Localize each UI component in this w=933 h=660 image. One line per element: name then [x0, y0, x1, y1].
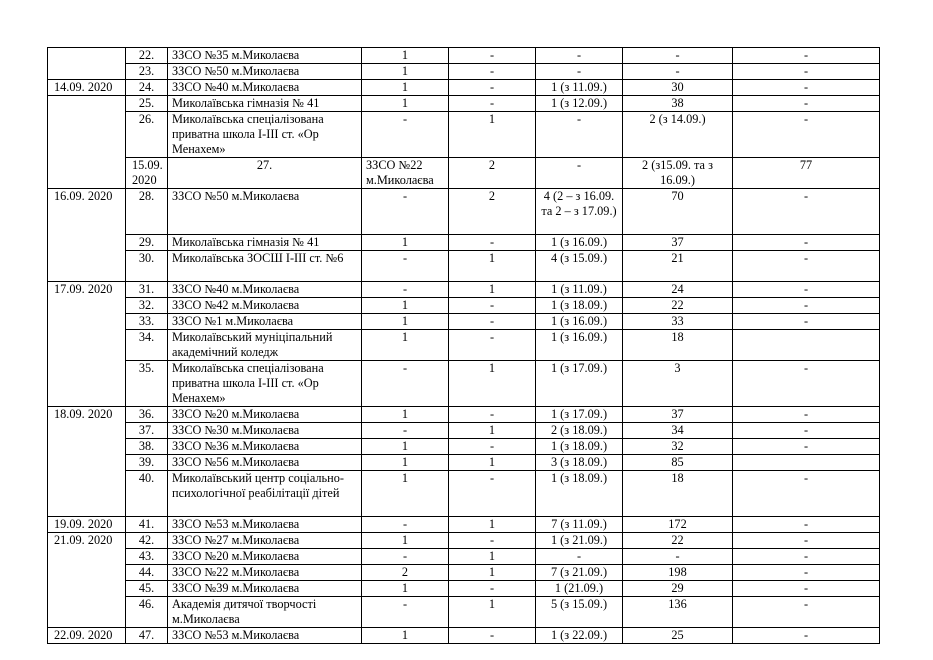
row-number: 44.: [126, 565, 168, 581]
institution-name: ЗЗСО №40 м.Миколаєва: [168, 80, 362, 96]
institution-name: ЗЗСО №42 м.Миколаєва: [168, 298, 362, 314]
institution-name: ЗЗСО №20 м.Миколаєва: [168, 407, 362, 423]
table-row: [48, 158, 880, 189]
col-5-value: 1 (з 18.09.): [536, 439, 623, 455]
table-row: [48, 251, 880, 282]
institution-name: ЗЗСО №40 м.Миколаєва: [168, 282, 362, 298]
row-number: 22.: [126, 48, 168, 64]
table-row: [48, 517, 880, 533]
col-5-value: 1 (з 11.09.): [536, 80, 623, 96]
table-row: [48, 533, 880, 549]
col-6-value: 70: [623, 189, 733, 235]
row-number: 40.: [126, 471, 168, 517]
col-6-value: 29: [623, 581, 733, 597]
col-5-value: -: [536, 112, 623, 158]
col-6-value: 32: [623, 439, 733, 455]
row-number: 42.: [126, 533, 168, 549]
row-number: 47.: [126, 628, 168, 644]
col-4-value: 1: [449, 455, 536, 471]
col-3-value: -: [362, 361, 449, 407]
col-7-value: [733, 455, 880, 471]
row-number: 39.: [126, 455, 168, 471]
institution-name: ЗЗСО №53 м.Миколаєва: [168, 628, 362, 644]
col-5-value: 1 (з 16.09.): [536, 235, 623, 251]
row-number: 23.: [126, 64, 168, 80]
col-7-value: -: [733, 298, 880, 314]
date-cell: 19.09. 2020: [48, 517, 126, 533]
institution-name: ЗЗСО №36 м.Миколаєва: [168, 439, 362, 455]
col-4-value: 1: [449, 565, 536, 581]
col-6-value: 34: [623, 423, 733, 439]
col-5-value: 1 (з 16.09.): [536, 330, 623, 361]
institution-name: Миколаївська гімназія № 41: [168, 96, 362, 112]
col-4-value: -: [449, 439, 536, 455]
table-row: [48, 471, 880, 517]
col-3-value: 1: [362, 80, 449, 96]
col-4-value: 1: [449, 423, 536, 439]
col-6-value: 21: [623, 251, 733, 282]
institution-name: Миколаївська спеціалізована приватна школа І-ІІІ ст. «Ор Менахем»: [168, 112, 362, 158]
col-7-value: -: [733, 189, 880, 235]
institution-name: ЗЗСО №20 м.Миколаєва: [168, 549, 362, 565]
col-3-value: -: [362, 423, 449, 439]
col-7-value: -: [733, 80, 880, 96]
col-5-value: 1 (з 21.09.): [536, 533, 623, 549]
col-7-value: -: [733, 597, 880, 628]
col-3-value: -: [362, 282, 449, 298]
table-row: [48, 314, 880, 330]
date-cell: [48, 96, 126, 189]
col-6-value: 22: [623, 298, 733, 314]
date-cell: 18.09. 2020: [48, 407, 126, 517]
col-7-value: -: [733, 517, 880, 533]
institution-name: Миколаївський муніціпальний академічний коледж: [168, 330, 362, 361]
table-row: [48, 298, 880, 314]
col-3-value: 1: [362, 235, 449, 251]
col-7-value: -: [733, 314, 880, 330]
col-4-value: -: [449, 48, 536, 64]
col-5-value: 1 (з 17.09.): [536, 361, 623, 407]
col-7-value: -: [733, 533, 880, 549]
col-3-value: 1: [362, 64, 449, 80]
table-row: [48, 48, 880, 64]
col-4-value: 1: [449, 517, 536, 533]
col-5-value: 1 (з 22.09.): [536, 628, 623, 644]
col-4-value: -: [449, 407, 536, 423]
col-5-value: 1 (з 12.09.): [536, 96, 623, 112]
table-row: [48, 96, 880, 112]
institution-name: Миколаївська гімназія № 41: [168, 235, 362, 251]
col-3-value: -: [362, 251, 449, 282]
col-6-value: 198: [623, 565, 733, 581]
date-cell: 16.09. 2020: [48, 189, 126, 282]
col-4-value: 1: [449, 361, 536, 407]
col-6-value: 33: [623, 314, 733, 330]
col-6-value: 37: [623, 407, 733, 423]
col-3-value: 1: [362, 407, 449, 423]
row-number: 35.: [126, 361, 168, 407]
col-3-value: 1: [362, 471, 449, 517]
schools-covid-table: [47, 47, 880, 644]
row-number: 29.: [126, 235, 168, 251]
date-cell: 21.09. 2020: [48, 533, 126, 628]
table-row: [48, 112, 880, 158]
col-4-value: -: [449, 533, 536, 549]
col-6-value: 85: [623, 455, 733, 471]
row-number: 25.: [126, 96, 168, 112]
col-4-value: 2: [449, 189, 536, 235]
col-4-value: -: [449, 64, 536, 80]
col-3-value: 2: [449, 158, 536, 189]
institution-name: ЗЗСО №50 м.Миколаєва: [168, 189, 362, 235]
institution-name: ЗЗСО №56 м.Миколаєва: [168, 455, 362, 471]
col-5-value: 5 (з 15.09.): [536, 597, 623, 628]
col-6-value: 37: [623, 235, 733, 251]
col-5-value: 7 (з 11.09.): [536, 517, 623, 533]
institution-name: Миколаївська ЗОСШ І-ІІІ ст. №6: [168, 251, 362, 282]
col-5-value: 4 (2 – з 16.09. та 2 – з 17.09.): [536, 189, 623, 235]
col-4-value: 1: [449, 251, 536, 282]
table-row: [48, 439, 880, 455]
table-row: [48, 423, 880, 439]
row-number: 31.: [126, 282, 168, 298]
institution-name: ЗЗСО №22 м.Миколаєва: [362, 158, 449, 189]
row-number: 45.: [126, 581, 168, 597]
col-3-value: 2: [362, 565, 449, 581]
col-5-value: 2 (з 18.09.): [536, 423, 623, 439]
col-4-value: -: [449, 628, 536, 644]
col-4-value: -: [449, 235, 536, 251]
col-5-value: 3 (з 18.09.): [536, 455, 623, 471]
date-cell: [48, 48, 126, 80]
col-3-value: -: [362, 189, 449, 235]
institution-name: ЗЗСО №30 м.Миколаєва: [168, 423, 362, 439]
col-7-value: -: [733, 423, 880, 439]
institution-name: Миколаївська спеціалізована приватна школа І-ІІІ ст. «Ор Менахем»: [168, 361, 362, 407]
col-6-value: 25: [623, 628, 733, 644]
col-6-value: 30: [623, 80, 733, 96]
table-body: [48, 48, 880, 644]
col-5-value: 1 (з 18.09.): [536, 298, 623, 314]
table-row: [48, 64, 880, 80]
col-5-value: 7 (з 21.09.): [536, 565, 623, 581]
col-5-value: 1 (з 11.09.): [536, 282, 623, 298]
row-number: 28.: [126, 189, 168, 235]
col-5-value: -: [536, 48, 623, 64]
col-6-value: 38: [623, 96, 733, 112]
col-4-value: 1: [449, 112, 536, 158]
col-5-value: 1 (з 16.09.): [536, 314, 623, 330]
table-row: [48, 80, 880, 96]
institution-name: ЗЗСО №53 м.Миколаєва: [168, 517, 362, 533]
row-number: 38.: [126, 439, 168, 455]
col-3-value: 1: [362, 439, 449, 455]
institution-name: ЗЗСО №22 м.Миколаєва: [168, 565, 362, 581]
date-cell: 15.09. 2020: [126, 158, 168, 189]
row-number: 26.: [126, 112, 168, 158]
col-3-value: 1: [362, 533, 449, 549]
col-6-value: 3: [623, 361, 733, 407]
col-7-value: -: [733, 282, 880, 298]
col-3-value: -: [362, 517, 449, 533]
col-6-value: 2 (з 14.09.): [623, 112, 733, 158]
row-number: 43.: [126, 549, 168, 565]
col-6-value: 24: [623, 282, 733, 298]
col-6-value: -: [623, 64, 733, 80]
table-row: [48, 282, 880, 298]
table-row: [48, 455, 880, 471]
row-number: 34.: [126, 330, 168, 361]
col-5-value: 1 (21.09.): [536, 581, 623, 597]
table-row: [48, 549, 880, 565]
row-number: 30.: [126, 251, 168, 282]
date-cell: 14.09. 2020: [48, 80, 126, 96]
col-6-value: 77: [733, 158, 880, 189]
col-3-value: 1: [362, 314, 449, 330]
col-5-value: 4 (з 15.09.): [536, 251, 623, 282]
col-6-value: -: [623, 549, 733, 565]
table-row: [48, 407, 880, 423]
col-4-value: 1: [449, 282, 536, 298]
date-cell: 22.09. 2020: [48, 628, 126, 644]
institution-name: ЗЗСО №1 м.Миколаєва: [168, 314, 362, 330]
institution-name: ЗЗСО №35 м.Миколаєва: [168, 48, 362, 64]
table-row: [48, 189, 880, 235]
institution-name: ЗЗСО №39 м.Миколаєва: [168, 581, 362, 597]
col-7-value: -: [733, 112, 880, 158]
col-4-value: -: [449, 96, 536, 112]
row-number: 37.: [126, 423, 168, 439]
col-3-value: -: [362, 549, 449, 565]
institution-name: Миколаївський центр соціально-психологічної реабілітації дітей: [168, 471, 362, 517]
col-7-value: [733, 330, 880, 361]
institution-name: Академія дитячої творчості м.Миколаєва: [168, 597, 362, 628]
col-5-value: 1 (з 18.09.): [536, 471, 623, 517]
col-7-value: -: [733, 581, 880, 597]
col-5-value: 2 (з15.09. та з 16.09.): [623, 158, 733, 189]
col-7-value: -: [733, 251, 880, 282]
col-3-value: 1: [362, 96, 449, 112]
col-4-value: 1: [449, 597, 536, 628]
row-number: 27.: [168, 158, 362, 189]
row-number: 46.: [126, 597, 168, 628]
col-5-value: 1 (з 17.09.): [536, 407, 623, 423]
date-cell: 17.09. 2020: [48, 282, 126, 407]
col-6-value: 18: [623, 471, 733, 517]
col-3-value: 1: [362, 628, 449, 644]
row-number: 32.: [126, 298, 168, 314]
col-7-value: -: [733, 628, 880, 644]
col-7-value: -: [733, 48, 880, 64]
col-7-value: -: [733, 64, 880, 80]
col-6-value: 18: [623, 330, 733, 361]
col-3-value: 1: [362, 48, 449, 64]
col-5-value: -: [536, 64, 623, 80]
col-7-value: -: [733, 439, 880, 455]
table-row: [48, 565, 880, 581]
table-row: [48, 597, 880, 628]
col-5-value: -: [536, 549, 623, 565]
col-7-value: -: [733, 549, 880, 565]
col-3-value: 1: [362, 455, 449, 471]
col-6-value: 136: [623, 597, 733, 628]
col-4-value: -: [536, 158, 623, 189]
table-row: [48, 330, 880, 361]
table-row: [48, 361, 880, 407]
col-7-value: -: [733, 471, 880, 517]
table-row: [48, 628, 880, 644]
col-7-value: -: [733, 361, 880, 407]
institution-name: ЗЗСО №27 м.Миколаєва: [168, 533, 362, 549]
row-number: 41.: [126, 517, 168, 533]
row-number: 36.: [126, 407, 168, 423]
col-4-value: -: [449, 471, 536, 517]
institution-name: ЗЗСО №50 м.Миколаєва: [168, 64, 362, 80]
col-3-value: 1: [362, 581, 449, 597]
col-6-value: 22: [623, 533, 733, 549]
row-number: 33.: [126, 314, 168, 330]
col-4-value: -: [449, 80, 536, 96]
col-3-value: -: [362, 597, 449, 628]
col-3-value: 1: [362, 298, 449, 314]
col-6-value: -: [623, 48, 733, 64]
col-7-value: -: [733, 407, 880, 423]
col-4-value: -: [449, 330, 536, 361]
col-3-value: -: [362, 112, 449, 158]
col-6-value: 172: [623, 517, 733, 533]
col-7-value: -: [733, 565, 880, 581]
col-7-value: -: [733, 235, 880, 251]
col-7-value: -: [733, 96, 880, 112]
table-row: [48, 235, 880, 251]
col-4-value: -: [449, 581, 536, 597]
table-row: [48, 581, 880, 597]
row-number: 24.: [126, 80, 168, 96]
col-4-value: -: [449, 298, 536, 314]
col-4-value: 1: [449, 549, 536, 565]
col-3-value: 1: [362, 330, 449, 361]
col-4-value: -: [449, 314, 536, 330]
